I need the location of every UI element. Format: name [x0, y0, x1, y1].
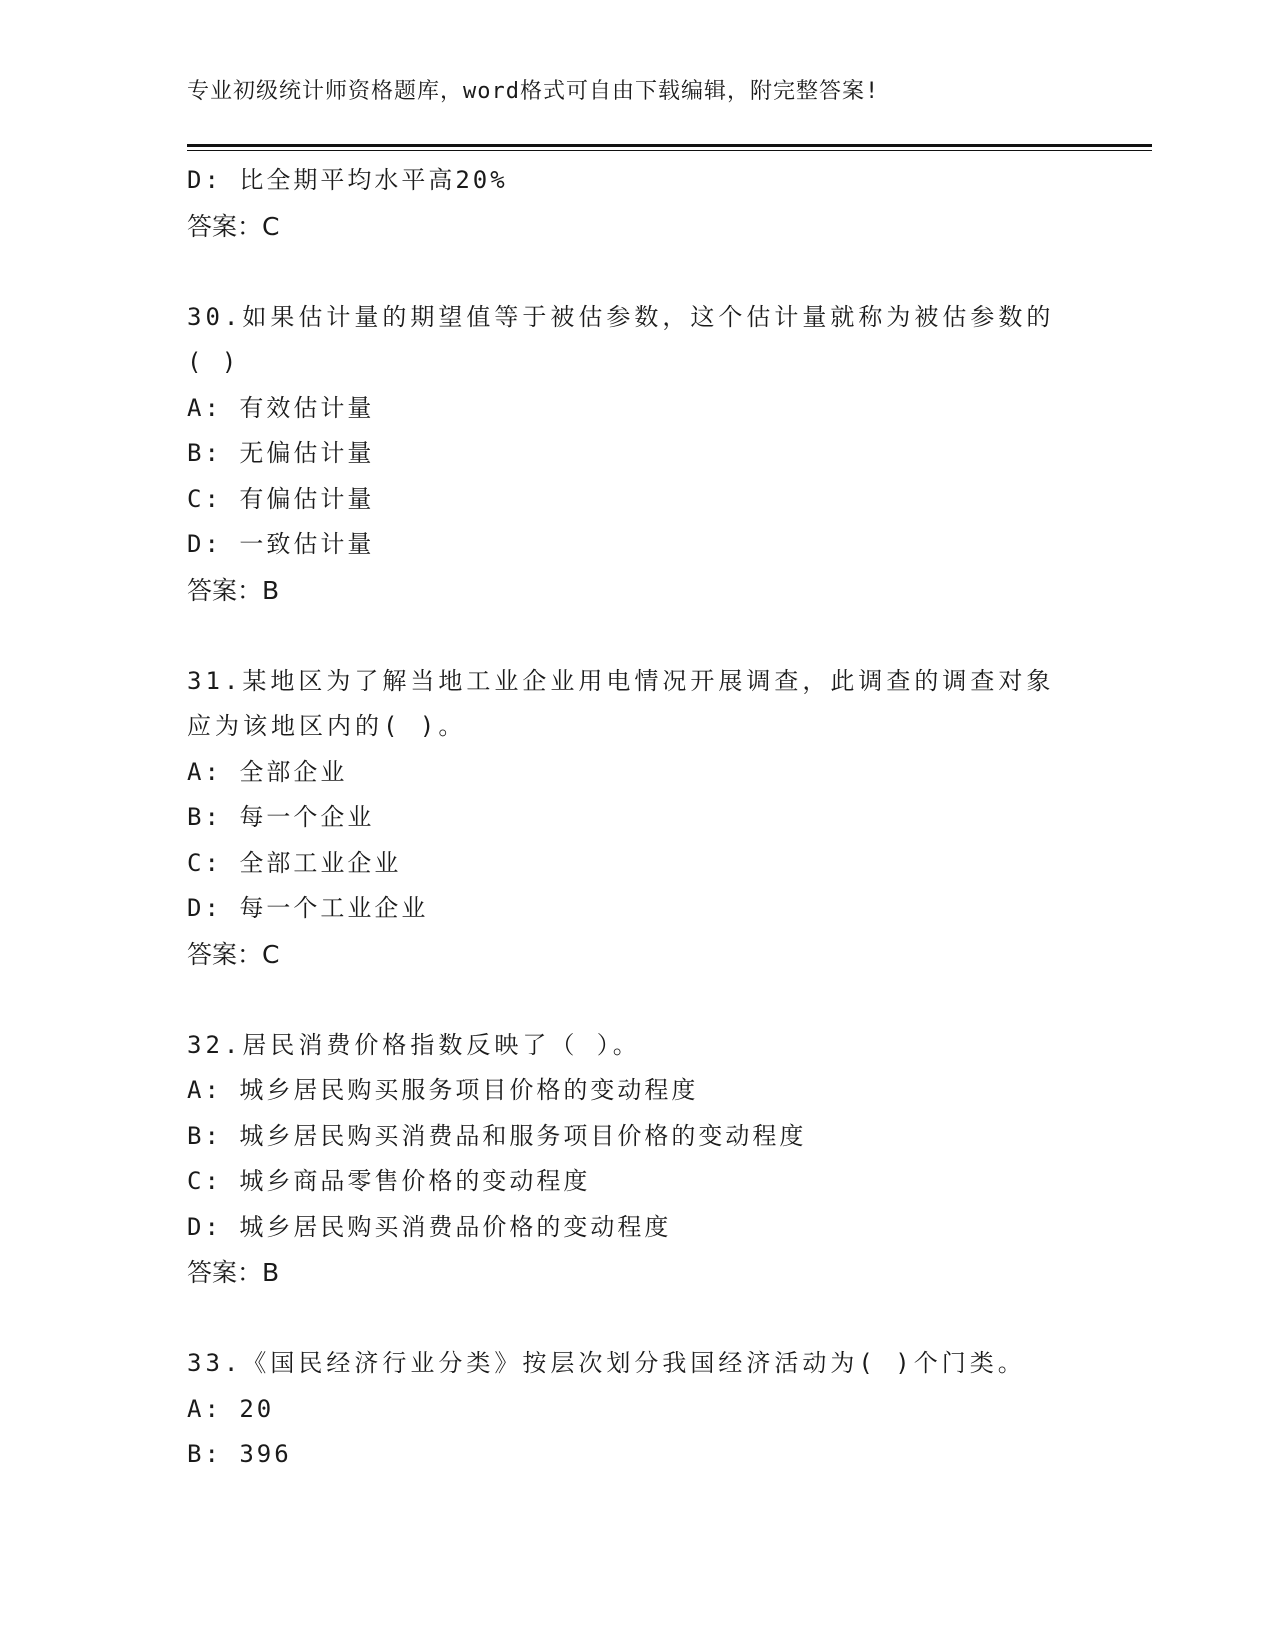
question-31-line-2: 应为该地区内的( )。 [187, 712, 467, 740]
option-d: D: 城乡居民购买消费品价格的变动程度 [187, 1212, 672, 1241]
option-b: B: 城乡居民购买消费品和服务项目价格的变动程度 [187, 1121, 807, 1150]
question-32-line-1: 32.居民消费价格指数反映了（ ）。 [187, 1030, 641, 1059]
header-rule-thick [187, 144, 1152, 147]
option-a: A: 全部企业 [187, 757, 348, 786]
question-31-line-1: 31.某地区为了解当地工业企业用电情况开展调查，此调查的调查对象 [187, 666, 1055, 695]
page-header: 专业初级统计师资格题库，word格式可自由下载编辑，附完整答案! [187, 79, 880, 104]
option-c: C: 有偏估计量 [187, 484, 375, 513]
question-content [187, 158, 1087, 1478]
option-b: B: 每一个企业 [187, 803, 375, 831]
answer: 答案：C [187, 939, 280, 969]
option-d: D: 一致估计量 [187, 530, 375, 558]
answer: 答案：C [187, 211, 280, 241]
option-c: C: 城乡商品零售价格的变动程度 [187, 1167, 591, 1195]
option-d: D: 每一个工业企业 [187, 894, 429, 922]
question-30-line-1: 30.如果估计量的期望值等于被估参数，这个估计量就称为被估参数的 [187, 302, 1055, 331]
spacer [187, 249, 1087, 295]
answer: 答案：B [187, 575, 280, 605]
option-a: A: 20 [187, 1394, 275, 1423]
spacer [187, 1296, 1087, 1342]
option-b: B: 无偏估计量 [187, 439, 375, 467]
option-a: A: 城乡居民购买服务项目价格的变动程度 [187, 1076, 699, 1104]
answer: 答案：B [187, 1258, 280, 1287]
spacer [187, 613, 1087, 659]
option-c: C: 全部工业企业 [187, 848, 402, 877]
option-d: D: 比全期平均水平高20% [187, 166, 508, 194]
option-a: A: 有效估计量 [187, 393, 375, 422]
question-30-line-2: ( ) [187, 348, 240, 376]
option-b: B: 396 [187, 1440, 292, 1468]
spacer [187, 977, 1087, 1023]
header-rule-thin [187, 150, 1152, 151]
question-33-line-1: 33.《国民经济行业分类》按层次划分我国经济活动为( )个门类。 [187, 1349, 1026, 1377]
